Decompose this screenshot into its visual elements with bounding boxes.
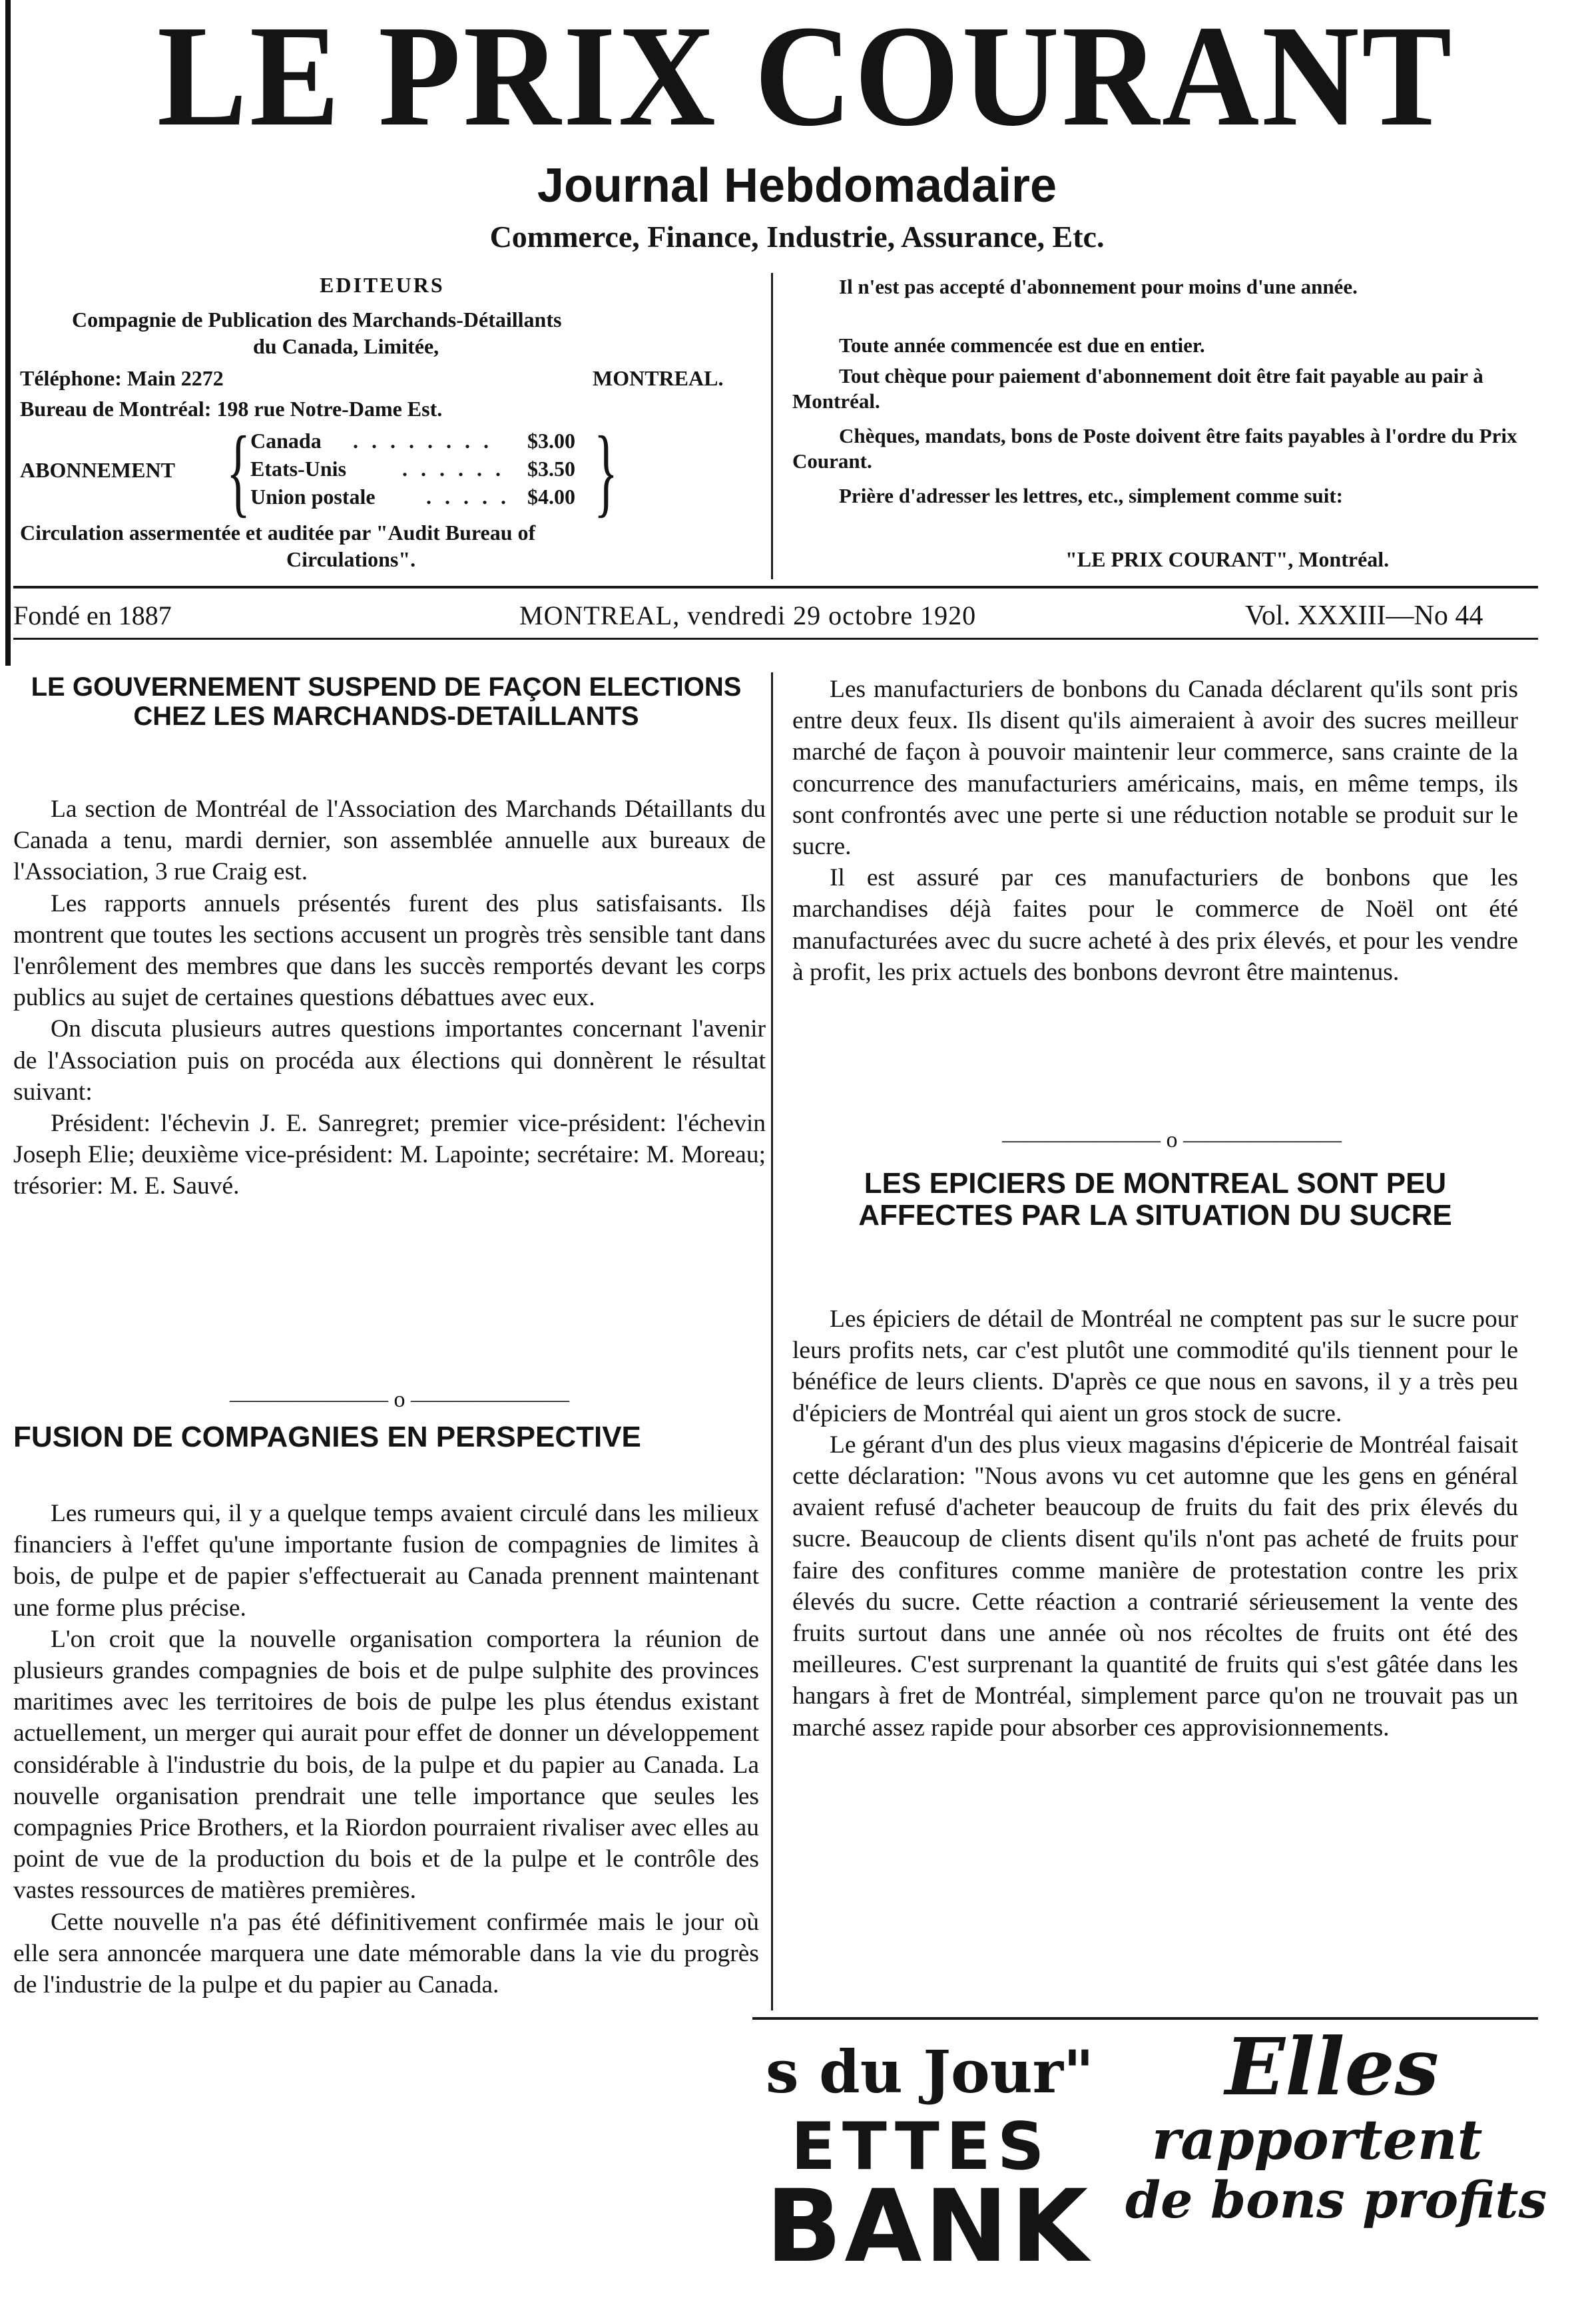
rate-dots: . . . . .	[426, 485, 510, 509]
ad-brand-line2: ETTES	[791, 2109, 1051, 2185]
article-separator: ——————— o ———————	[230, 1387, 569, 1412]
dateline-date: MONTREAL, vendredi 29 octobre 1920	[519, 600, 977, 630]
publisher-company-line1: Compagnie de Publication des Marchands-Détaillants	[72, 308, 562, 332]
article2-body	[13, 1498, 759, 2000]
subscription-brace-left: {	[226, 416, 250, 527]
rate-price: $3.50	[527, 457, 575, 481]
publisher-city: MONTREAL.	[593, 366, 724, 390]
rate-dots: . . . . . . . .	[353, 429, 493, 453]
article3-body	[792, 674, 1518, 988]
article3-paragraph: Les manufacturiers de bonbons du Canada déclarent qu'ils sont pris entre deux feux. Ils disent qu'ils aimeraient à avoir des sucres meilleur marché de façon à pouvoir maintenir leur commerce, sans crainte de la concurrence des manufacturiers américains, mais, en même temps, ils sont confrontés avec une perte si une réduction notable se produit sur le sucre.	[792, 676, 1518, 861]
article4-paragraph: Le gérant d'un des plus vieux magasins d'épicerie de Montréal faisait cette déclaration: "Nous avons vu cet automne que les gens en général avaient refusé d'acheter beaucoup de fruits du fait des prix élevés du sucre. Beaucoup de clients disent qu'ils n'ont pas acheté de fruits pour faire des confitures comme manière de protestation contre les prix élevés du sucre. Cette réaction a contrarié sérieusement la vente des fruits surtout dans une année où nos récoltes de fruits ont été des meilleures. C'est surprenant la quantité de fruits qui s'est gâtée dans les hangars à fret de Montréal, simplement parce qu'on ne trouvait pas un marché assez rapide pour absorber ces approvisionnements.	[792, 1431, 1519, 1742]
article1-paragraph: On discuta plusieurs autres questions importantes concernant l'avenir de l'Association puis on procéda aux élections qui donnèrent le résultat suivant:	[13, 1015, 766, 1106]
article4-headline: LES EPICIERS DE MONTREAL SONT PEU AFFECTES PAR LA SITUATION DU SUCRE	[858, 1167, 1452, 1232]
article4-paragraph: Les épiciers de détail de Montréal ne comptent pas sur le sucre pour leurs profits nets, car c'est plutôt une commodité qu'ils tiennent pour le bénéfice de leurs clients. D'après ce que nous en savons, il y a très peu d'épiciers de Montréal qui aient un gros stock de sucre.	[792, 1305, 1518, 1427]
article1-headline: LE GOUVERNEMENT SUSPEND DE FAÇON ELECTIONS CHEZ LES MARCHANDS-DETAILLANTS	[31, 672, 742, 731]
publisher-phone: Téléphone: Main 2272	[20, 366, 224, 390]
masthead-subtitle: Journal Hebdomadaire	[537, 159, 1057, 212]
dateline-rule-bottom	[13, 638, 1538, 640]
audit-line2: Circulations".	[286, 547, 416, 571]
condition-signature: "LE PRIX COURANT", Montréal.	[1065, 547, 1390, 571]
article2-headline: FUSION DE COMPAGNIES EN PERSPECTIVE	[13, 1421, 641, 1453]
dateline-rule-top	[13, 586, 1538, 588]
subscription-label: ABONNEMENT	[20, 458, 175, 482]
masthead-tagline: Commerce, Finance, Industrie, Assurance, Etc.	[489, 220, 1105, 254]
condition-payable-order: Chèques, mandats, bons de Poste doivent être faits payables à l'ordre du Prix Courant.	[792, 424, 1517, 473]
subscription-brace-right: }	[594, 416, 618, 527]
article1-body	[13, 794, 766, 1202]
publisher-heading: EDITEURS	[320, 273, 445, 297]
condition-cheque: Tout chèque pour paiement d'abonnement doit être fait payable au pair à Montréal.	[792, 364, 1483, 413]
article2-paragraph: L'on croit que la nouvelle organisation comportera la réunion de plusieurs grandes compagnies de bois et de pulpe sulphite des provinces maritimes avec les territoires de bois de pulpe les plus étendus existant actuellement, un merger qui aurait pour effet de donner un développement considérable à l'industrie du bois, de la pulpe et du papier au Canada. La nouvelle organisation prendrait une telle importance que seules les compagnies Price Brothers, et la Riordon pourraient rivaliser avec elles au point de vue de la production du bois et de la pulpe et le contrôle des vastes ressources de matières premières.	[13, 1625, 759, 1905]
article4-body	[792, 1303, 1518, 1743]
rate-region: Canada	[250, 429, 322, 453]
body-column-divider	[771, 672, 773, 2010]
ad-slogan-line3: de bons profits	[1125, 2170, 1547, 2229]
article2-paragraph: Cette nouvelle n'a pas été définitivement confirmée mais le jour où elle sera annoncée marquera une date mémorable dans la vie du progrès de l'industrie de la pulpe et du papier au Canada.	[13, 1908, 759, 1999]
condition-min-subscription: Il n'est pas accepté d'abonnement pour moins d'une année.	[839, 275, 1358, 298]
rate-dots: . . . . . .	[402, 457, 505, 481]
ad-slogan-line1: Elles	[1225, 2020, 1440, 2113]
publisher-office: Bureau de Montréal: 198 rue Notre-Dame Est.	[20, 397, 443, 421]
article1-paragraph: Les rapports annuels présentés furent des plus satisfaisants. Ils montrent que toutes les sections accusent un progrès très sensible tant dans l'enrôlement des membres que dans les succès remportés devant les corps publics au sujet de certaines questions débattues avec eux.	[13, 889, 766, 1012]
audit-line1: Circulation assermentée et auditée par "Audit Bureau of	[20, 521, 536, 545]
article3-paragraph: Il est assuré par ces manufacturiers de bonbons que les marchandises déjà faites pour le commerce de Noël ont été manufacturées avec du sucre acheté à des prix élevés, et pour les vendre à profit, les prix actuels des bonbons devront être maintenus.	[792, 864, 1518, 986]
dateline-volume: Vol. XXXIII—No 44	[1245, 600, 1483, 631]
publisher-company-line2: du Canada, Limitée,	[253, 334, 439, 358]
rate-price: $4.00	[527, 485, 575, 509]
article1-paragraph: Président: l'échevin J. E. Sanregret; premier vice-président: l'échevin Joseph Elie; deuxième vice-président: M. Lapointe; secrétaire: M. Moreau; trésorier: M. E. Sauvé.	[13, 1110, 766, 1200]
condition-address: Prière d'adresser les lettres, etc., simplement comme suit:	[839, 484, 1343, 507]
condition-year-due: Toute année commencée est due en entier.	[839, 334, 1205, 357]
dateline-founded: Fondé en 1887	[13, 600, 172, 630]
ad-brand-line3: BANK	[766, 2169, 1091, 2285]
rate-region: Union postale	[250, 485, 376, 509]
ad-slogan-line2: rapportent	[1152, 2108, 1483, 2172]
article1-paragraph: La section de Montréal de l'Association des Marchands Détaillants du Canada a tenu, mardi dernier, son assemblée annuelle aux bureaux de l'Association, 3 rue Craig est.	[13, 796, 766, 886]
rate-region: Etats-Unis	[250, 457, 347, 481]
header-column-divider	[771, 273, 773, 579]
advertisement-rule	[752, 2017, 1538, 2020]
ad-brand-line1: s du Jour"	[766, 2037, 1094, 2106]
masthead-title: LE PRIX COURANT	[156, 0, 1455, 156]
article2-paragraph: Les rumeurs qui, il y a quelque temps avaient circulé dans les milieux financiers à l'effet qu'une importante fusion de compagnies de limites à bois, de pulpe et de papier s'effectuerait au Canada prennent maintenant une forme plus précise.	[13, 1500, 759, 1622]
binding-edge	[5, 0, 11, 666]
rate-price: $3.00	[527, 429, 575, 453]
article-separator: ——————— o ———————	[1002, 1128, 1342, 1152]
